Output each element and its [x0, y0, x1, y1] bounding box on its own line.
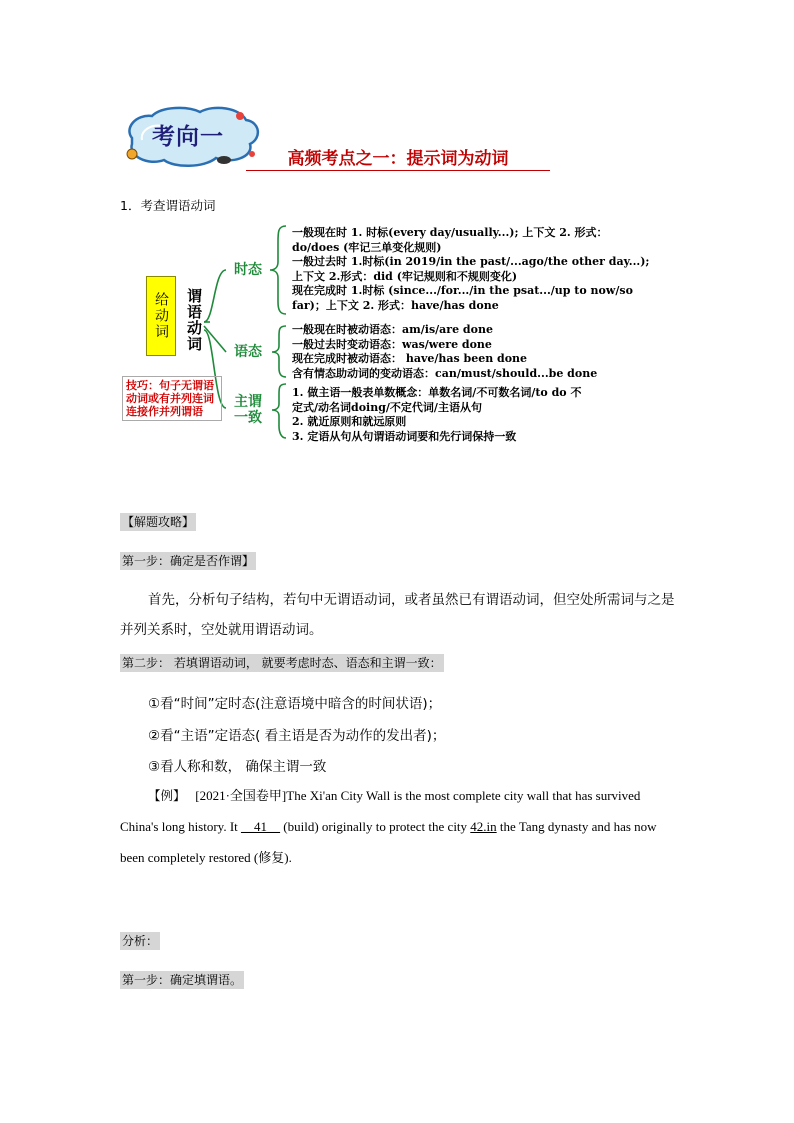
- branch-voice: 语态: [234, 344, 262, 360]
- agreement-detail-line: 2. 就近原则和就远原则: [292, 415, 407, 428]
- strategy-heading: 【解题攻略】: [122, 515, 195, 529]
- step1-label: 第一步：确定是否作谓】: [122, 554, 255, 568]
- agreement-detail-line: 1. 做主语一般表单数概念：单数名词/不可数名词/to do 不: [292, 386, 582, 399]
- example-paragraph: [120, 780, 680, 873]
- branch-agreement: 主谓一致: [234, 394, 262, 426]
- predicate-verb-label: 谓语动词: [185, 288, 203, 352]
- tense-detail-line: 一般过去时 1.时标(in 2019/in the past/...ago/the other day...);: [292, 255, 650, 268]
- strategy-item: ①看“时间”定时态(注意语境中暗含的时间状语)；: [148, 696, 442, 712]
- step1-paragraph: 首先，分析句子结构，若句中无谓语动词，或者虽然已有谓语动词，但空处所需词与之是并列关系时，空处就用谓语动词。: [120, 592, 675, 638]
- agreement-detail-line: 3. 定语从句从句谓语动词要和先行词保持一致: [292, 429, 517, 443]
- example-text: The Xi'an City Wall is the most complete city wall that has survived China's long history. It: [120, 788, 641, 834]
- page-title: 高频考点之一：提示词为动词: [246, 144, 550, 171]
- tense-detail-line: 现在完成时 1.时标 (since.../for.../in the psat.../up to now/so: [292, 284, 633, 297]
- tense-detail-line: far)；上下文 2. 形式：have/has done: [292, 298, 499, 312]
- analysis-step1: 第一步：确定填谓语。: [122, 973, 243, 987]
- voice-detail-line: 现在完成时被动语态： have/has been done: [292, 352, 528, 365]
- tip-box: 技巧：句子无谓语动词或有并列连词连接作并列谓语: [122, 376, 222, 421]
- example-source: [2021·全国卷甲]: [195, 788, 287, 803]
- voice-detail-line: 含有情态助动词的变动语态：can/must/should...be done: [292, 366, 598, 380]
- analysis-label: 分析：: [122, 934, 159, 948]
- branch-tense: 时态: [234, 262, 262, 278]
- strategy-item: ②看“主语”定语态( 看主语是否为动作的发出者)；: [148, 728, 446, 744]
- agreement-detail-line: 定式/动名词doing/不定代词/主语从句: [292, 400, 482, 414]
- voice-detail-line: 一般过去时变动语态：was/were done: [292, 337, 492, 351]
- section-heading: 1．考查谓语动词: [120, 198, 216, 213]
- tense-detail-line: do/does (牢记三单变化规则): [292, 240, 442, 254]
- example-text: (build) originally to protect the city: [280, 819, 471, 834]
- section-badge: [118, 104, 264, 170]
- grammar-mind-map: [118, 222, 678, 448]
- step2-label: 第二步： 若填谓语动词， 就要考虑时态、语态和主谓一致：: [122, 656, 442, 670]
- example-blank-42: 42.in: [470, 819, 497, 834]
- badge-text: 考向一: [152, 123, 224, 150]
- voice-detail-line: 一般现在时被动语态：am/is/are done: [292, 323, 493, 336]
- tense-detail-line: 上下文 2.形式：did (牢记规则和不规则变化): [292, 269, 518, 283]
- example-tag: 【例】: [148, 788, 186, 803]
- example-text: the Tang dynasty and has now been completely restored (修复).: [120, 819, 657, 865]
- given-verb-box: 给动词: [146, 276, 176, 356]
- strategy-item: ③看人称和数， 确保主谓一致: [148, 759, 327, 775]
- example-blank-41: __41__: [241, 819, 281, 834]
- tense-detail-line: 一般现在时 1. 时标(every day/usually...); 上下文 2. 形式：: [292, 226, 608, 239]
